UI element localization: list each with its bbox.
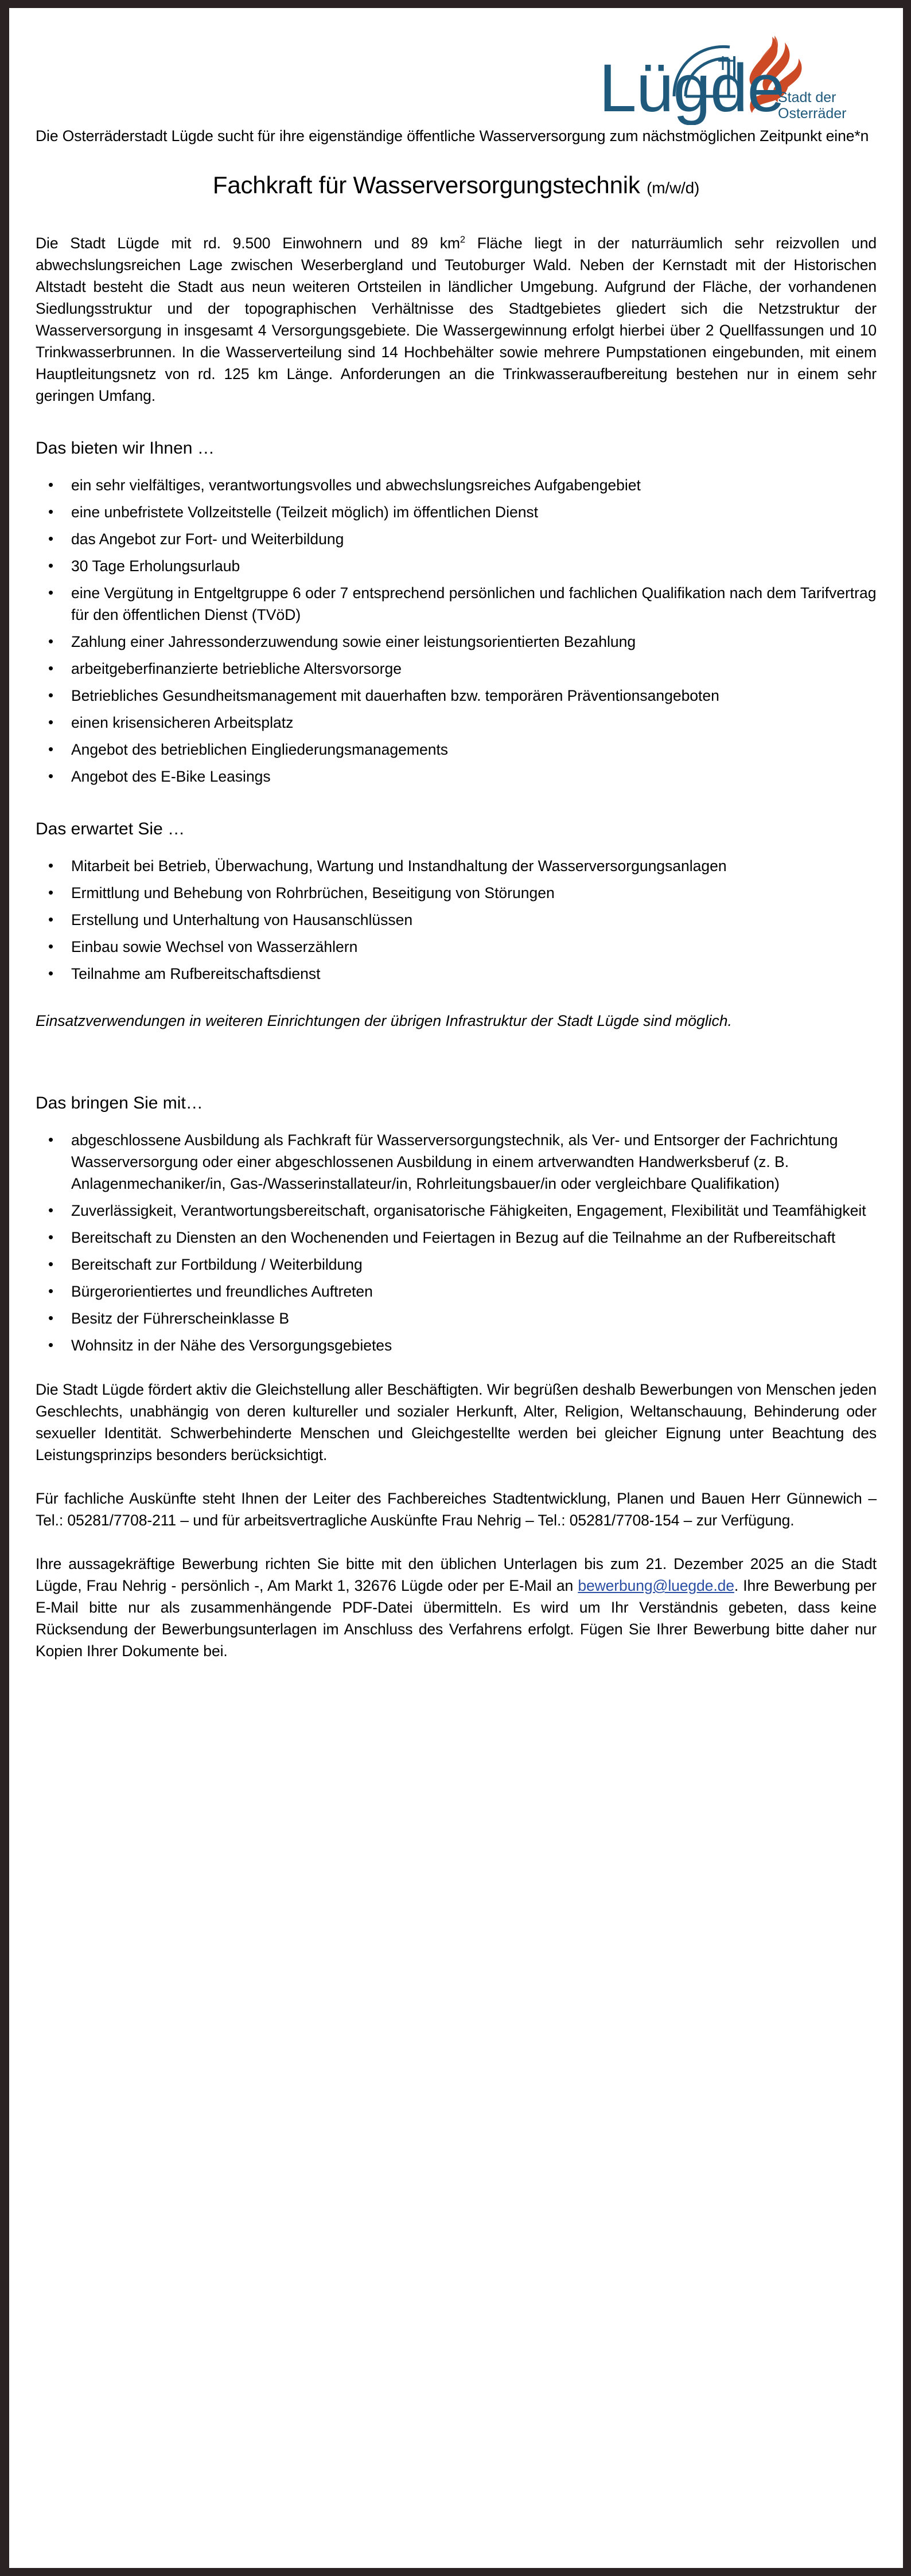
logo-wordmark: Lügde xyxy=(599,50,785,125)
list-item: • Betriebliches Gesundheitsmanagement mit dauerhaften bzw. temporären Präventionsangeboten xyxy=(36,685,877,707)
contact-paragraph: Für fachliche Auskünfte steht Ihnen der Leiter des Fachbereiches Stadtentwicklung, Planen und Bauen Herr Günnewich – Tel.: 05281/7708-211 – und für arbeitsvertragliche Auskünfte Frau Nehrig – Tel.: 05281/7708-154 – zur Verfügung. xyxy=(36,1490,877,1529)
offer-list xyxy=(36,474,877,787)
list-item: • Angebot des E-Bike Leasings xyxy=(36,766,877,787)
list-item: • Besitz der Führerscheinklasse B xyxy=(36,1307,877,1329)
list-item: • Bereitschaft zu Diensten an den Wochenenden und Feiertagen in Bezug auf die Teilnahme an der Rufbereitschaft xyxy=(36,1227,877,1248)
bring-list xyxy=(36,1129,877,1356)
list-item: • Wohnsitz in der Nähe des Versorgungsgebietes xyxy=(36,1334,877,1356)
list-item: • Bürgerorientiertes und freundliches Auftreten xyxy=(36,1281,877,1302)
document-header xyxy=(36,23,877,125)
logo-tagline-line2: Osterräder xyxy=(778,106,847,122)
section-heading-bring: Das bringen Sie mit… xyxy=(36,1094,203,1113)
list-item: • ein sehr vielfältiges, verantwortungsvolles und abwechslungsreiches Aufgabengebiet xyxy=(36,474,877,496)
section-heading-expect: Das erwartet Sie … xyxy=(36,819,185,838)
page-title xyxy=(36,171,877,202)
email-link[interactable]: bewerbung@luegde.de xyxy=(578,1577,734,1594)
spacer xyxy=(36,1361,877,1379)
expect-note: Einsatzverwendungen in weiteren Einrichtungen der übrigen Infrastruktur der Stadt Lügde sind möglich. xyxy=(36,1012,732,1029)
list-item: • eine Vergütung in Entgeltgruppe 6 oder 7 entsprechend persönlichen und fachlichen Qualifikation nach dem Tarifvertrag für den öffentlichen Dienst (TVöD) xyxy=(36,582,877,626)
list-item: • arbeitgeberfinanzierte betriebliche Altersvorsorge xyxy=(36,658,877,680)
intro-lead: Die Osterräderstadt Lügde sucht für ihre eigenständige öffentliche Wasserversorgung zum nächstmöglichen Zeitpunkt eine*n xyxy=(36,127,869,145)
list-item: • einen krisensicheren Arbeitsplatz xyxy=(36,712,877,733)
list-item: • 30 Tage Erholungsurlaub xyxy=(36,555,877,577)
about-text-part1: Die Stadt Lügde mit rd. 9.500 Einwohnern und 89 km xyxy=(36,235,460,252)
about-text-part2: Fläche liegt in der naturräumlich sehr reizvollen und abwechslungsreichen Lage zwischen Weserbergland und Teutoburger Wald. Neben der Kernstadt mit der Historischen Altstadt besteht die Stadt aus neun weiteren Ortsteilen in ländlicher Umgebung. Aufgrund der Fläche, der vorhandenen Siedlungsstruktur und der topographischen Verhältnisse des Stadtgebietes gliedert sich die Netzstruktur der Wasserversorgung in insgesamt 4 Versorgungsgebiete. Die Wassergewinnung erfolgt hierbei über 2 Quellfassungen und 10 Trinkwasserbrunnen. In die Wasserverteilung sind 14 Hochbehälter sowie mehrere Pumpstationen eingebunden, mit einem Hauptleitungsnetz von rd. 125 km Länge. Anforderungen an die Trinkwasseraufbereitung bestehen nur in einem sehr geringen Umfang. xyxy=(36,235,877,404)
list-item: • Zuverlässigkeit, Verantwortungsbereitschaft, organisatorische Fähigkeiten, Engagement, Flexibilität und Teamfähigkeit xyxy=(36,1200,877,1221)
list-item: • Bereitschaft zur Fortbildung / Weiterbildung xyxy=(36,1254,877,1275)
square-superscript: 2 xyxy=(460,235,465,245)
list-item: • das Angebot zur Fort- und Weiterbildung xyxy=(36,528,877,550)
spacer xyxy=(36,1032,877,1066)
list-item: • eine unbefristete Vollzeitstelle (Teilzeit möglich) im öffentlichen Dienst xyxy=(36,501,877,523)
job-title-gender-suffix: (m/w/d) xyxy=(647,179,700,197)
list-item: • Einbau sowie Wechsel von Wasserzählern xyxy=(36,936,877,958)
list-item: • Erstellung und Unterhaltung von Hausanschlüssen xyxy=(36,909,877,931)
application-paragraph xyxy=(36,1553,877,1662)
section-heading-offer: Das bieten wir Ihnen … xyxy=(36,439,215,458)
document-page xyxy=(9,8,903,2568)
application-text-part1: Ihre aussagekräftige Bewerbung richten Sie bitte mit den üblichen Unterlagen bis zum 21. Dezember 2025 an die Stadt Lügde, Frau Nehrig - persönlich -, Am Markt 1, 32676 Lügde oder per E-Mail an xyxy=(36,1555,877,1594)
list-item: • Mitarbeit bei Betrieb, Überwachung, Wartung und Instandhaltung der Wasserversorgungsanlagen xyxy=(36,855,877,877)
list-item: • Teilnahme am Rufbereitschaftsdienst xyxy=(36,963,877,985)
luegde-logo xyxy=(599,26,851,125)
list-item: • Zahlung einer Jahressonderzuwendung sowie einer leistungsorientierten Bezahlung xyxy=(36,631,877,653)
logo-tagline-line1: Stadt der xyxy=(778,89,836,106)
list-item: • Ermittlung und Behebung von Rohrbrüchen, Beseitigung von Störungen xyxy=(36,882,877,904)
expect-list xyxy=(36,855,877,985)
list-item: • Angebot des betrieblichen Eingliederungsmanagements xyxy=(36,739,877,760)
list-item: • abgeschlossene Ausbildung als Fachkraft für Wasserversorgungstechnik, als Ver- und Entsorger der Fachrichtung Wasserversorgung oder einer abgeschlossenen Ausbildung in einem artverwandten Handwerksberuf (z. B. Anlagenmechaniker/in, Gas-/Wasserinstallateur/in, Rohrleitungsbauer/in oder vergleichbare Qualifikation) xyxy=(36,1129,877,1195)
application-text-part2: . Ihre Bewerbung per E-Mail bitte nur als zusammenhängende PDF-Datei übermitteln. Es wird um Ihr Verständnis gebeten, dass keine Rücksendung der Bewerbungsunterlagen im Anschluss des Verfahrens erfolgt. Fügen Sie Ihrer Bewerbung bitte daher nur Kopien Ihrer Dokumente bei. xyxy=(36,1577,877,1660)
equality-paragraph: Die Stadt Lügde fördert aktiv die Gleichstellung aller Beschäftigten. Wir begrüßen deshalb Bewerbungen von Menschen jeden Geschlechts, unabhängig von deren kultureller und sozialer Herkunft, Alter, Religion, Weltanschauung, Behinderung oder sexueller Identität. Schwerbehinderte Menschen und Gleichgestellte werden bei gleicher Eignung unter Beachtung des Leistungsprinzips besonders berücksichtigt. xyxy=(36,1381,877,1463)
job-title-main: Fachkraft für Wasserversorgungstechnik xyxy=(212,171,640,198)
about-paragraph xyxy=(36,232,877,407)
